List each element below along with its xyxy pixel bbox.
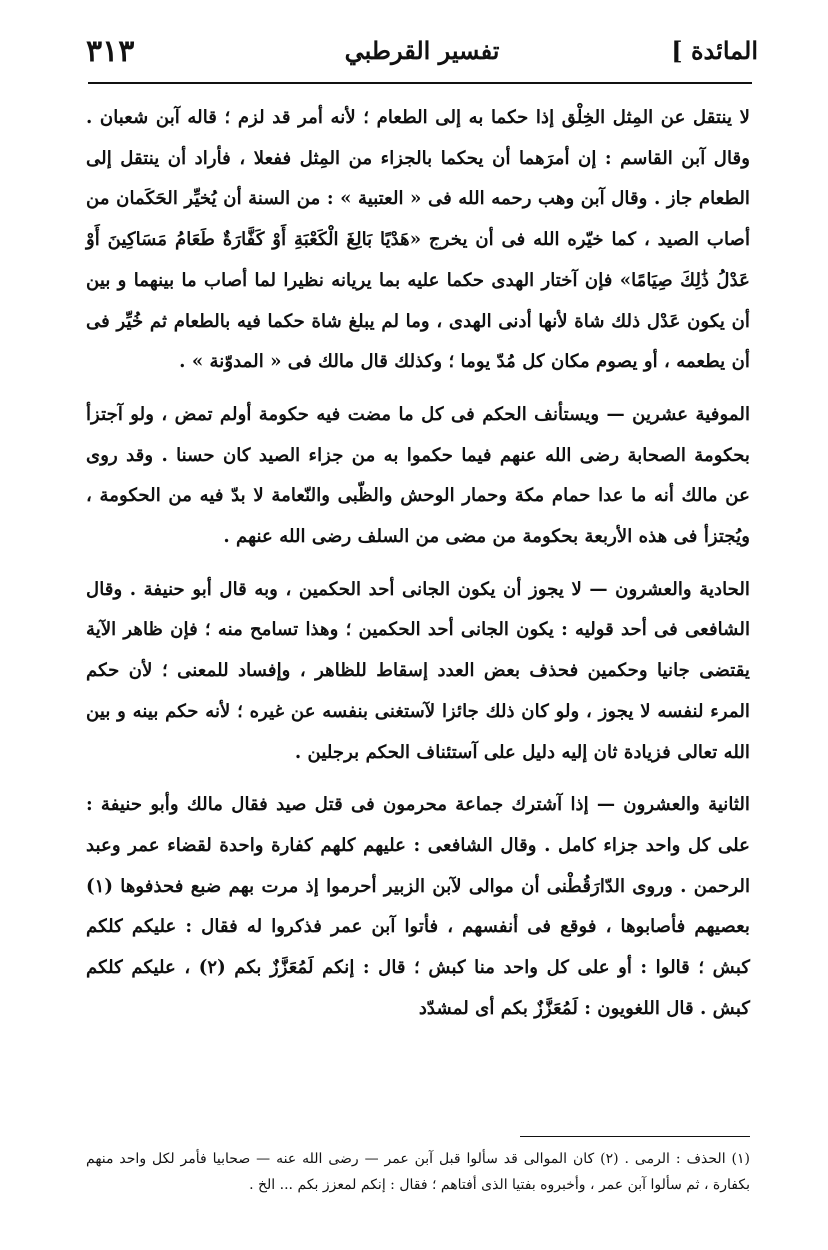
main-text bbox=[86, 98, 750, 1029]
footnotes: (١) الحذف : الرمى . (٢) كان الموالى قد سألوا قبل آبن عمر — رضى الله عنه — صحابيا فأمر لكل واحد منهم بكفارة ، ثم سألوا آبن عمر ، وأخبروه بفتيا الذى أفتاهم ؛ فقال : إنكم لمعزز بكم ... الخ . bbox=[86, 1151, 750, 1193]
paragraph: لا ينتقل عن المِثل الخِلْق إذا حكما به إلى الطعام ؛ لأنه أمر قد لزم ؛ قاله آبن شعبان . وقال آبن القاسم : إن أمرَهما أن يحكما بالجزاء من المِثل ففعلا ، فأراد أن ينتقل إلى الطعام جاز . وقال آبن وهب رحمه الله فى « العتبية » : من السنة أن يُخيِّر الحَكَمان من أصاب الصيد ، كما خيّره الله فى أن يخرج «هَدْيًا بَالِغَ الْكَعْبَةِ أَوْ كَفَّارَةٌ طَعَامُ مَسَاكِينَ أَوْ عَدْلُ ذَٰلِكَ صِيَامًا» فإن آختار الهدى حكما عليه بما يريانه نظيرا لما أصاب ما بينهما و بين أن يكون عَدْل ذلك شاة لأنها أدنى الهدى ، وما لم يبلغ شاة حكما فيه بالطعام ثم خُيِّر فى أن يطعمه ، أو يصوم مكان كل مُدّ يوما ؛ وكذلك قال مالك فى « المدوّنة » . bbox=[86, 107, 750, 373]
page-header bbox=[86, 30, 758, 74]
book-title: تفسير القرطبي bbox=[344, 36, 500, 65]
footnote-rule bbox=[520, 1136, 750, 1137]
paragraph: الحادية والعشرون — لا يجوز أن يكون الجانى أحد الحكمين ، وبه قال أبو حنيفة . وقال الشافعى فى أحد قوليه : يكون الجانى أحد الحكمين ؛ وهذا تسامح منه ؛ فإن ظاهر الآية يقتضى جانيا وحكمين فحذف بعض العدد إسقاط للظاهر ، وإفساد للمعنى ؛ لأن حكم المرء لنفسه لا يجوز ، ولو كان ذلك جائزا لآستغنى بنفسه عن غيره ؛ لأنه حكم بينه و بين الله تعالى فزيادة ثان إليه دليل على آستئناف الحكم برجلين . bbox=[86, 578, 750, 763]
paragraph: الثانية والعشرون — إذا آشترك جماعة محرمون فى قتل صيد فقال مالك وأبو حنيفة : على كل واحد جزاء كامل . وقال الشافعى : عليهم كلهم كفارة واحدة لقضاء عمر وعبد الرحمن . وروى الدّارَقُطْنى أن موالى لآبن الزبير أحرموا إذ مرت بهم ضبع فحذفوها (١) بعصيهم فأصابوها ، فوقع فى أنفسهم ، فأتوا آبن عمر فذكروا له فقال : عليكم كلكم كبش ؛ قالوا : أو على كل واحد منا كبش ؛ قال : إنكم لَمُعَزَّزٌ بكم (٢) ، عليكم كلكم كبش . قال اللغويون : لَمُعَزَّزٌ بكم أى لمشدّد bbox=[86, 794, 750, 1019]
surah-name: المائدة ] bbox=[671, 36, 758, 65]
paragraph: الموفية عشرين — ويستأنف الحكم فى كل ما مضت فيه حكومة أولم تمض ، ولو آجتزأ بحكومة الصحابة رضى الله عنهم فيما حكموا به من جزاء الصيد كان حسنا . وقد روى عن مالك أنه ما عدا حمام مكة وحمار الوحش والظّبى والنّعامة لا بدّ فيه من الحكومة ، ويُجتزأ فى هذه الأربعة بحكومة من مضى من السلف رضى الله عنهم . bbox=[86, 403, 750, 548]
page-number: ٣١٣ bbox=[86, 34, 135, 69]
header-rule bbox=[88, 82, 752, 84]
